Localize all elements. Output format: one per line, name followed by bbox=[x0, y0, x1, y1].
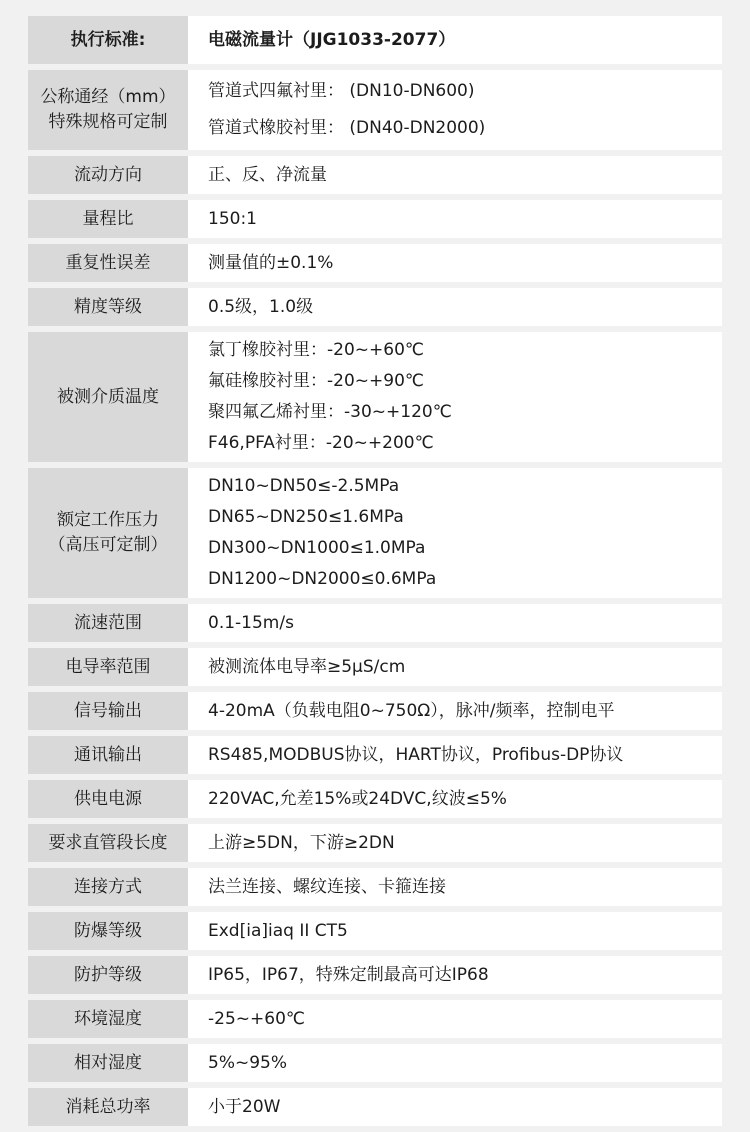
spec-label-text: 量程比 bbox=[82, 208, 134, 229]
spec-label-cell bbox=[28, 780, 188, 818]
spec-value-text: 聚四氟乙烯衬里：-30~+120℃ bbox=[208, 402, 452, 422]
spec-value-cell bbox=[188, 912, 722, 950]
spec-label-text: 要求直管段长度 bbox=[48, 832, 168, 853]
spec-value-cell bbox=[188, 200, 722, 238]
spec-label-text: 被测介质温度 bbox=[57, 386, 159, 407]
spec-value-text: -25~+60℃ bbox=[208, 1008, 305, 1029]
spec-label-text: 特殊规格可定制 bbox=[48, 112, 168, 132]
table-row bbox=[28, 912, 722, 950]
spec-value-cell bbox=[188, 156, 722, 194]
table-row bbox=[28, 736, 722, 774]
spec-value-text: 上游≥5DN，下游≥2DN bbox=[208, 832, 395, 853]
spec-label-cell bbox=[28, 156, 188, 194]
spec-value-text: 0.5级，1.0级 bbox=[208, 296, 314, 317]
table-row bbox=[28, 692, 722, 730]
spec-value-text: 管道式四氟衬里： (DN10-DN600) bbox=[208, 81, 475, 101]
spec-label-cell bbox=[28, 868, 188, 906]
spec-label-cell bbox=[28, 1000, 188, 1038]
spec-value-text: 测量值的±0.1% bbox=[208, 252, 334, 273]
spec-table bbox=[28, 16, 722, 1132]
spec-value-cell bbox=[188, 648, 722, 686]
spec-label-cell bbox=[28, 1088, 188, 1126]
spec-label-text: 流速范围 bbox=[74, 612, 142, 633]
spec-label-cell bbox=[28, 736, 188, 774]
spec-value-cell bbox=[188, 824, 722, 862]
spec-value-text: 220VAC,允差15%或24DVC,纹波≤5% bbox=[208, 788, 507, 809]
spec-value-cell bbox=[188, 604, 722, 642]
spec-label-text: 相对湿度 bbox=[74, 1052, 142, 1073]
spec-value-text: F46,PFA衬里：-20~+200℃ bbox=[208, 433, 434, 453]
spec-label-cell bbox=[28, 244, 188, 282]
spec-label-text: 执行标准: bbox=[70, 29, 146, 50]
spec-value-cell bbox=[188, 468, 722, 598]
table-row bbox=[28, 288, 722, 326]
spec-label-text: 精度等级 bbox=[74, 296, 142, 317]
table-row bbox=[28, 824, 722, 862]
table-row bbox=[28, 648, 722, 686]
spec-label-text: 公称通经（mm） bbox=[40, 87, 176, 107]
spec-label-text: 重复性误差 bbox=[65, 252, 151, 273]
table-row bbox=[28, 70, 722, 150]
spec-label-text: 环境湿度 bbox=[74, 1008, 142, 1029]
spec-label-cell bbox=[28, 824, 188, 862]
spec-value-cell bbox=[188, 956, 722, 994]
table-row bbox=[28, 16, 722, 64]
table-row bbox=[28, 200, 722, 238]
spec-label-cell bbox=[28, 200, 188, 238]
spec-label-cell bbox=[28, 912, 188, 950]
spec-value-cell bbox=[188, 780, 722, 818]
spec-value-cell bbox=[188, 692, 722, 730]
spec-value-text: 被测流体电导率≥5μS/cm bbox=[208, 656, 406, 677]
spec-label-text: 额定工作压力 bbox=[57, 510, 159, 530]
spec-value-text: DN10~DN50≤-2.5MPa bbox=[208, 476, 400, 496]
spec-label-text: 流动方向 bbox=[74, 164, 142, 185]
spec-label-cell bbox=[28, 1044, 188, 1082]
spec-label-cell bbox=[28, 648, 188, 686]
spec-label-cell bbox=[28, 332, 188, 462]
spec-value-cell bbox=[188, 70, 722, 150]
spec-label-cell bbox=[28, 604, 188, 642]
spec-value-text: DN300~DN1000≤1.0MPa bbox=[208, 538, 426, 558]
spec-label-text: 供电电源 bbox=[74, 788, 142, 809]
spec-label-text: 防护等级 bbox=[74, 964, 142, 985]
spec-value-text: 0.1-15m/s bbox=[208, 612, 294, 633]
spec-label-cell bbox=[28, 468, 188, 598]
spec-value-text: DN65~DN250≤1.6MPa bbox=[208, 507, 404, 527]
spec-value-text: 4-20mA（负载电阻0~750Ω），脉冲/频率，控制电平 bbox=[208, 700, 615, 721]
spec-value-text: DN1200~DN2000≤0.6MPa bbox=[208, 569, 437, 589]
spec-label-text: 信号输出 bbox=[74, 700, 142, 721]
spec-value-text: Exd[ia]iaq II CT5 bbox=[208, 920, 348, 941]
table-row bbox=[28, 1088, 722, 1126]
spec-value-cell bbox=[188, 1088, 722, 1126]
spec-value-cell bbox=[188, 244, 722, 282]
spec-value-text: 法兰连接、螺纹连接、卡箍连接 bbox=[208, 876, 446, 897]
spec-value-text: 5%~95% bbox=[208, 1052, 287, 1073]
table-row bbox=[28, 156, 722, 194]
table-row bbox=[28, 244, 722, 282]
table-row bbox=[28, 1044, 722, 1082]
spec-label-text: 通讯输出 bbox=[74, 744, 142, 765]
spec-label-cell bbox=[28, 288, 188, 326]
spec-label-text: （高压可定制） bbox=[48, 535, 168, 555]
spec-value-text: RS485,MODBUS协议，HART协议，Profibus-DP协议 bbox=[208, 744, 624, 765]
spec-value-text: 氯丁橡胶衬里：-20~+60℃ bbox=[208, 340, 424, 360]
table-row bbox=[28, 332, 722, 462]
spec-label-text: 防爆等级 bbox=[74, 920, 142, 941]
spec-value-text: 管道式橡胶衬里： (DN40-DN2000) bbox=[208, 118, 486, 138]
spec-label-text: 连接方式 bbox=[74, 876, 142, 897]
table-row bbox=[28, 604, 722, 642]
spec-value-text: 小于20W bbox=[208, 1096, 281, 1117]
spec-label-text: 消耗总功率 bbox=[65, 1096, 151, 1117]
table-row bbox=[28, 868, 722, 906]
spec-label-cell bbox=[28, 692, 188, 730]
table-row bbox=[28, 468, 722, 598]
spec-label-cell bbox=[28, 70, 188, 150]
spec-label-cell bbox=[28, 16, 188, 64]
spec-value-cell bbox=[188, 1000, 722, 1038]
spec-value-cell bbox=[188, 288, 722, 326]
table-row bbox=[28, 956, 722, 994]
spec-value-cell bbox=[188, 868, 722, 906]
table-row bbox=[28, 780, 722, 818]
table-row bbox=[28, 1000, 722, 1038]
spec-value-text: 正、反、净流量 bbox=[208, 164, 327, 185]
spec-value-cell bbox=[188, 332, 722, 462]
spec-label-cell bbox=[28, 956, 188, 994]
spec-value-cell bbox=[188, 1044, 722, 1082]
spec-value-text: 氟硅橡胶衬里：-20~+90℃ bbox=[208, 371, 424, 391]
spec-label-text: 电导率范围 bbox=[65, 656, 151, 677]
spec-value-text: 电磁流量计（JJG1033-2077） bbox=[208, 29, 456, 50]
spec-value-cell bbox=[188, 16, 722, 64]
spec-value-text: 150:1 bbox=[208, 208, 257, 229]
spec-value-cell bbox=[188, 736, 722, 774]
spec-value-text: IP65，IP67，特殊定制最高可达IP68 bbox=[208, 964, 489, 985]
